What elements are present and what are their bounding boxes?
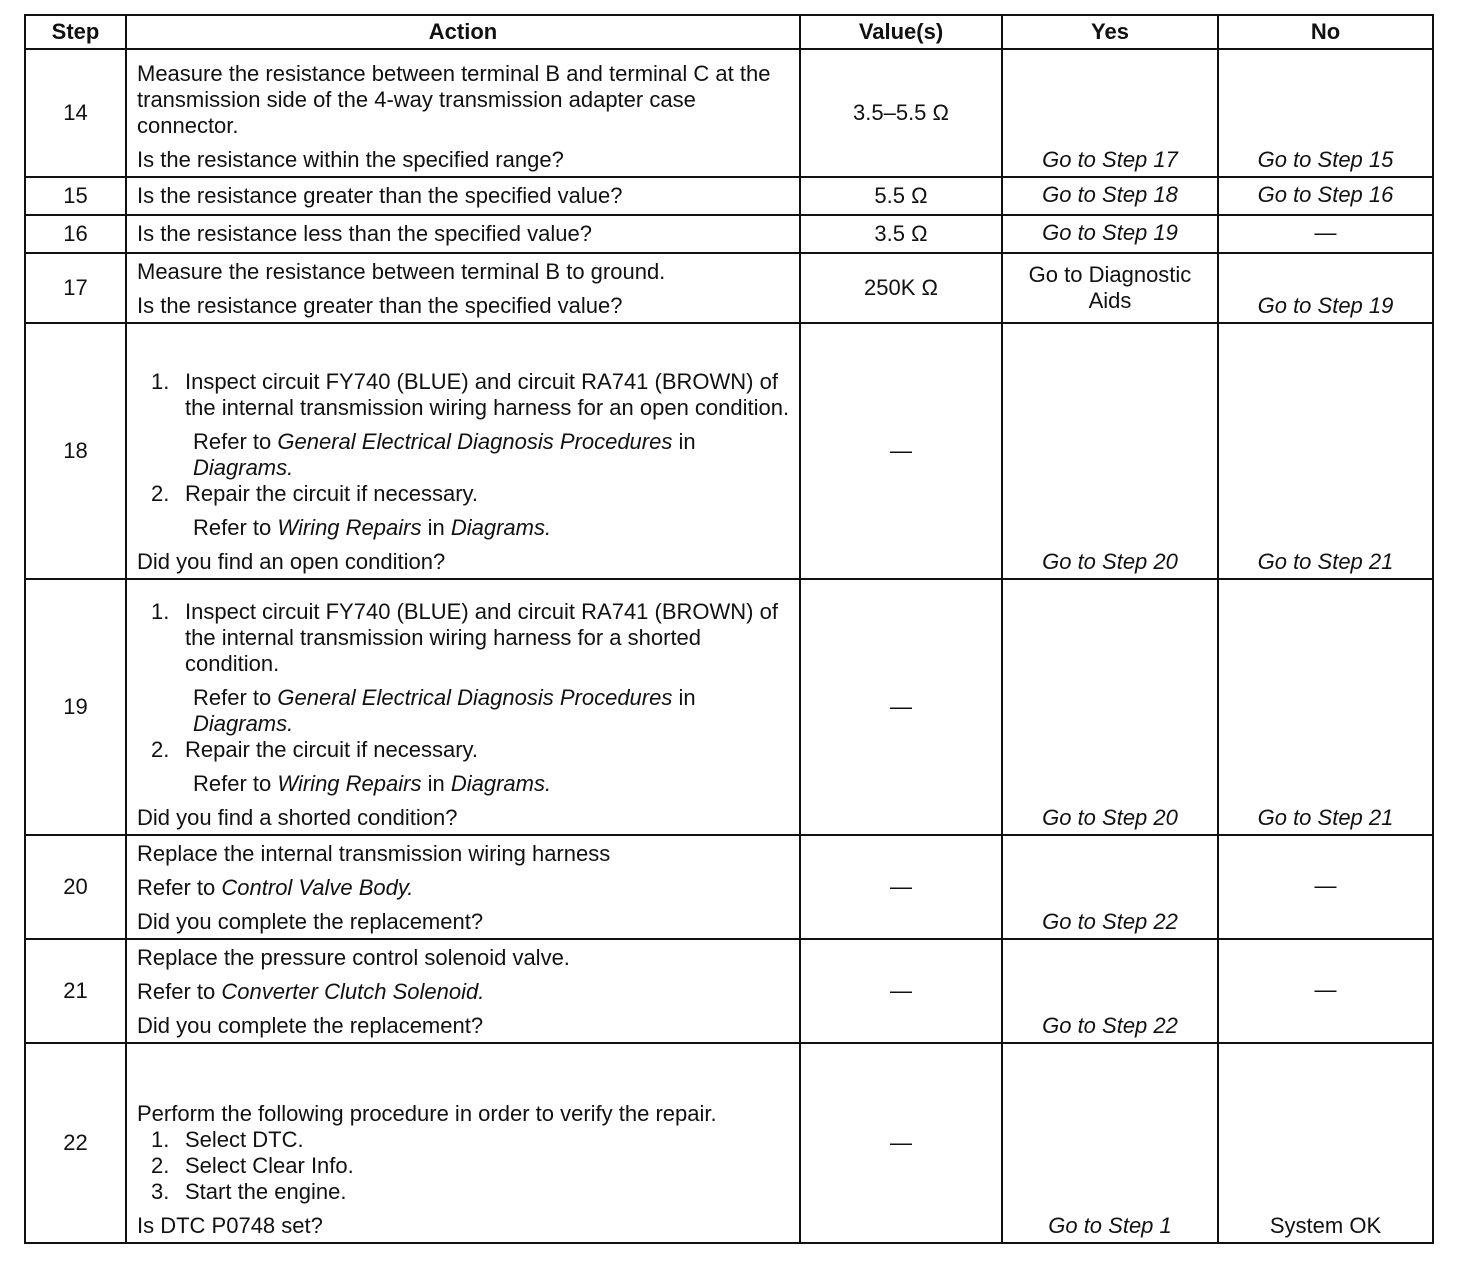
no-cell: —	[1218, 835, 1433, 939]
reference-text: Refer to General Electrical Diagnosis Procedures in Diagrams.	[193, 685, 696, 736]
step-number: 18	[25, 323, 126, 579]
action-cell	[126, 835, 800, 939]
action-cell	[126, 579, 800, 835]
no-cell: Go to Step 21	[1218, 323, 1433, 579]
no-cell: Go to Step 15	[1218, 49, 1433, 177]
table-row	[25, 253, 1433, 323]
value-cell: —	[800, 939, 1002, 1043]
action-question: Did you find a shorted condition?	[137, 805, 458, 830]
list-item-text: Inspect circuit FY740 (BLUE) and circuit RA741 (BROWN) of the internal transmission wiring harness for a shorted condition.	[185, 599, 778, 676]
no-cell: Go to Step 16	[1218, 177, 1433, 215]
list-item-text: Repair the circuit if necessary.	[185, 737, 479, 762]
header-action: Action	[126, 15, 800, 49]
step-number: 22	[25, 1043, 126, 1243]
action-question: Is the resistance within the specified range?	[137, 147, 564, 172]
action-cell	[126, 939, 800, 1043]
header-step: Step	[25, 15, 126, 49]
table-row	[25, 177, 1433, 215]
yes-cell: Go to Step 19	[1002, 215, 1218, 253]
list-item: 1. Inspect circuit FY740 (BLUE) and circuit RA741 (BROWN) of the internal transmission wiring harness for an open condition.	[151, 369, 790, 420]
table-row	[25, 939, 1433, 1043]
step-number: 19	[25, 579, 126, 835]
list-item-text: Start the engine.	[185, 1179, 347, 1204]
yes-cell: Go to Step 22	[1002, 939, 1218, 1043]
action-text: Measure the resistance between terminal B and terminal C at the transmission side of the 4-way transmission adapter case connector.	[137, 61, 771, 138]
action-text: Replace the pressure control solenoid valve.	[137, 945, 570, 970]
action-text: Perform the following procedure in order to verify the repair.	[137, 1101, 717, 1126]
header-row	[25, 15, 1433, 49]
value-cell: —	[800, 1043, 1002, 1243]
list-item-text: Repair the circuit if necessary.	[185, 481, 479, 506]
yes-cell: Go to Step 1	[1002, 1043, 1218, 1243]
reference-text: Refer to General Electrical Diagnosis Procedures in Diagrams.	[193, 429, 696, 480]
step-number: 16	[25, 215, 126, 253]
value-cell: —	[800, 323, 1002, 579]
table-row	[25, 215, 1433, 253]
table-row	[25, 1043, 1433, 1243]
step-number: 14	[25, 49, 126, 177]
action-cell	[126, 49, 800, 177]
list-item: 1. Select DTC.	[151, 1127, 791, 1153]
action-question: Is DTC P0748 set?	[137, 1213, 323, 1238]
reference-text: Refer to Wiring Repairs in Diagrams.	[193, 515, 552, 540]
no-cell: —	[1218, 215, 1433, 253]
list-item-text: Select DTC.	[185, 1127, 304, 1152]
step-number: 17	[25, 253, 126, 323]
value-cell: 3.5 Ω	[800, 215, 1002, 253]
reference-text: Refer to Control Valve Body.	[137, 875, 414, 900]
action-cell	[126, 323, 800, 579]
list-item: 2. Repair the circuit if necessary.	[151, 481, 791, 507]
list-item-text: Select Clear Info.	[185, 1153, 354, 1178]
reference-text: Refer to Converter Clutch Solenoid.	[137, 979, 485, 1004]
header-no: No	[1218, 15, 1433, 49]
table-row	[25, 323, 1433, 579]
table-row	[25, 835, 1433, 939]
no-cell: —	[1218, 939, 1433, 1043]
value-cell: —	[800, 835, 1002, 939]
action-text: Measure the resistance between terminal B to ground.	[137, 259, 666, 284]
table-row	[25, 49, 1433, 177]
yes-cell: Go to Step 18	[1002, 177, 1218, 215]
table-row	[25, 579, 1433, 835]
action-question: Did you complete the replacement?	[137, 1013, 484, 1038]
list-item-text: Inspect circuit FY740 (BLUE) and circuit RA741 (BROWN) of the internal transmission wiring harness for an open condition.	[185, 369, 790, 420]
step-number: 20	[25, 835, 126, 939]
header-values: Value(s)	[800, 15, 1002, 49]
yes-cell: Go to Step 20	[1002, 323, 1218, 579]
action-text: Replace the internal transmission wiring harness	[137, 841, 611, 866]
action-cell	[126, 253, 800, 323]
header-yes: Yes	[1002, 15, 1218, 49]
diagnostic-table	[24, 14, 1434, 1244]
yes-cell: Go to Step 17	[1002, 49, 1218, 177]
value-cell: 3.5–5.5 Ω	[800, 49, 1002, 177]
list-item: 2. Select Clear Info.	[151, 1153, 791, 1179]
reference-text: Refer to Wiring Repairs in Diagrams.	[193, 771, 552, 796]
list-item: 1. Inspect circuit FY740 (BLUE) and circuit RA741 (BROWN) of the internal transmission wiring harness for a shorted condition.	[151, 599, 791, 677]
action-cell	[126, 1043, 800, 1243]
yes-cell: Go to Step 22	[1002, 835, 1218, 939]
yes-cell: Go to Diagnostic Aids	[1002, 253, 1218, 323]
list-item: 2. Repair the circuit if necessary.	[151, 737, 791, 763]
action-question: Did you complete the replacement?	[137, 909, 484, 934]
no-cell: System OK	[1218, 1043, 1433, 1243]
action-question: Is the resistance greater than the specified value?	[126, 177, 800, 215]
step-number: 21	[25, 939, 126, 1043]
list-item: 3. Start the engine.	[151, 1179, 791, 1205]
yes-cell: Go to Step 20	[1002, 579, 1218, 835]
no-cell: Go to Step 19	[1218, 253, 1433, 323]
no-cell: Go to Step 21	[1218, 579, 1433, 835]
value-cell: 5.5 Ω	[800, 177, 1002, 215]
value-cell: —	[800, 579, 1002, 835]
action-question: Is the resistance less than the specified value?	[126, 215, 800, 253]
value-cell: 250K Ω	[800, 253, 1002, 323]
action-question: Did you find an open condition?	[137, 549, 446, 574]
step-number: 15	[25, 177, 126, 215]
action-question: Is the resistance greater than the specified value?	[137, 293, 623, 318]
